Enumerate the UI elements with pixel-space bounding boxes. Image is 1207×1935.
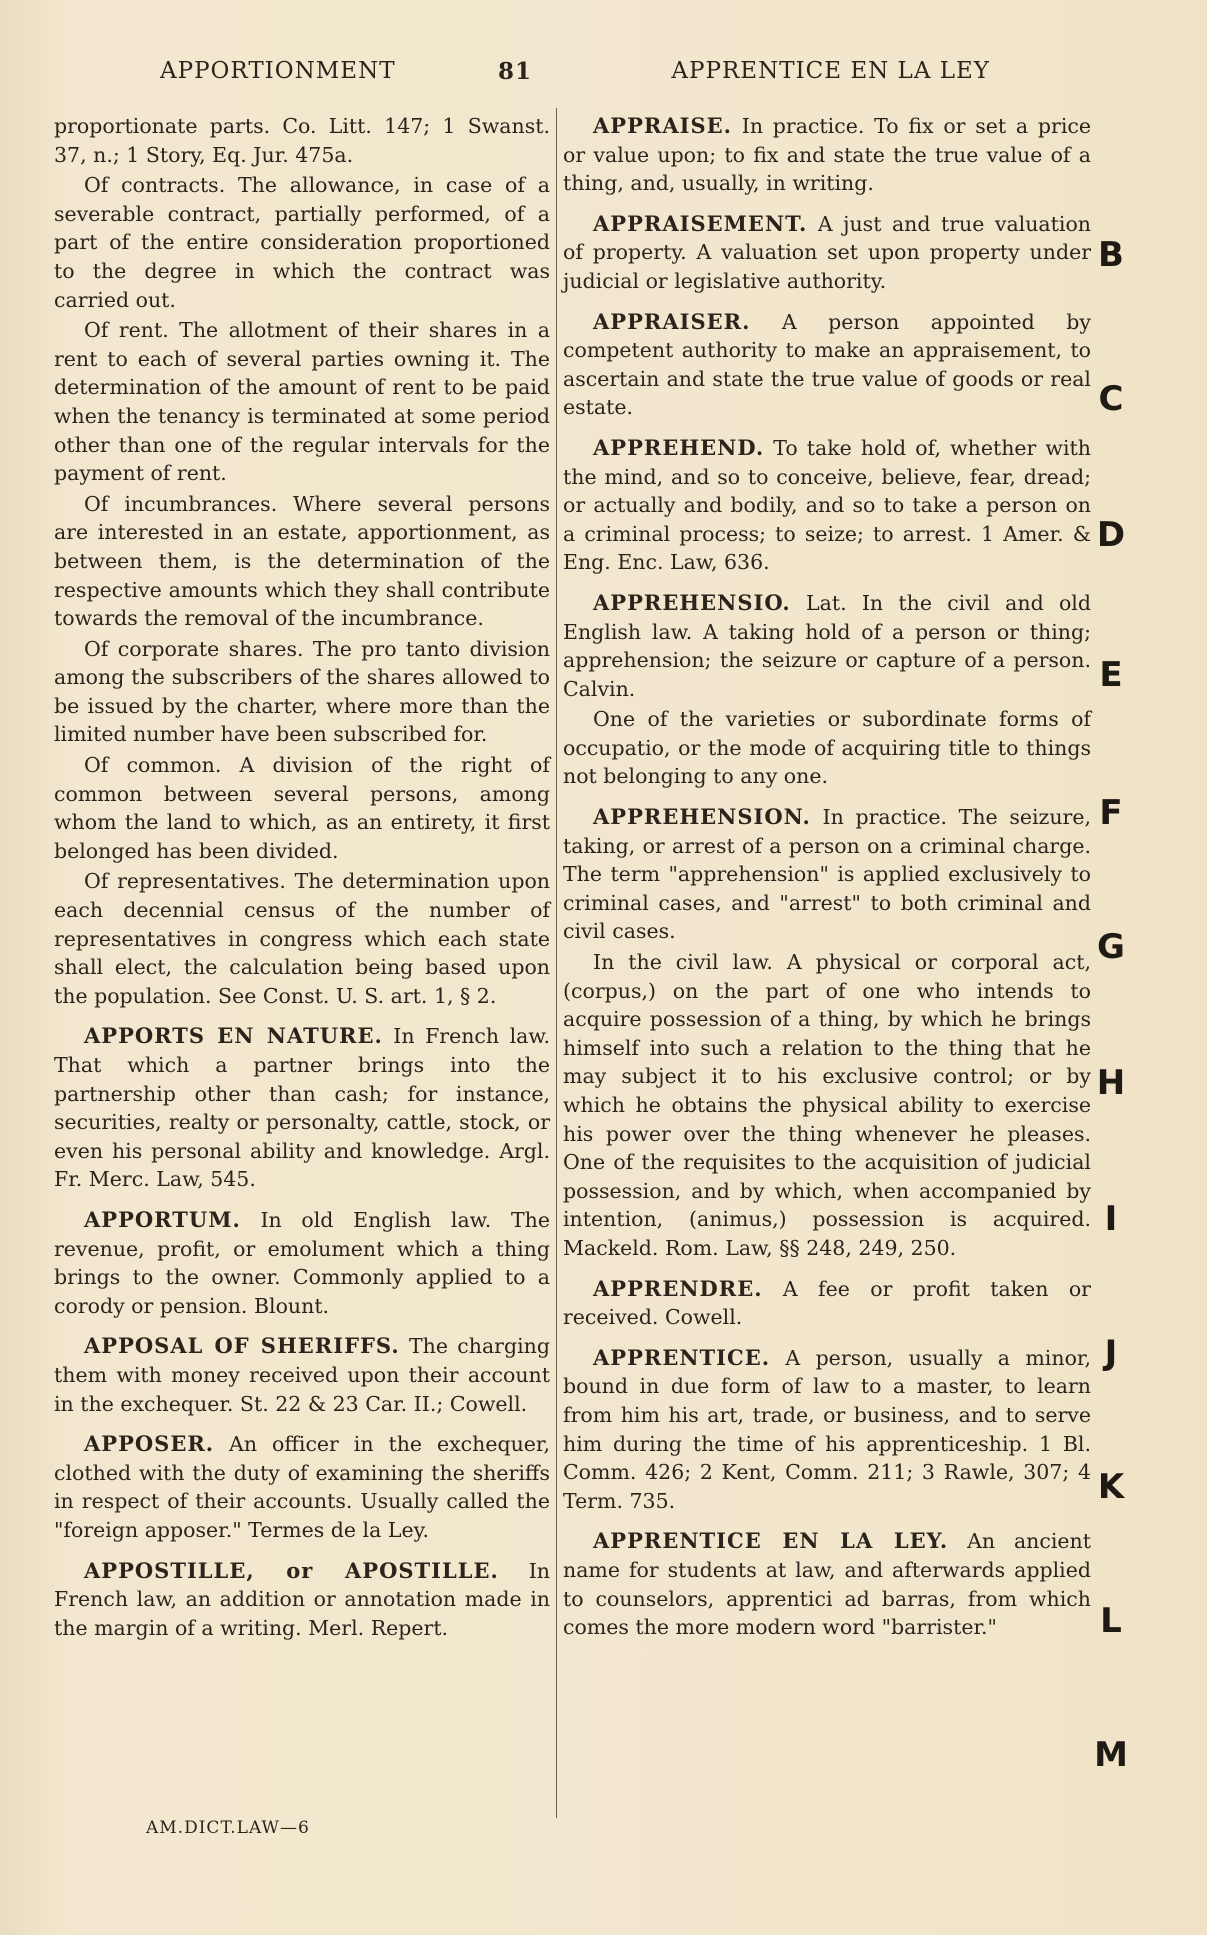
entry	[54, 171, 550, 314]
running-head	[160, 54, 990, 88]
entry-text: In the civil law. A physical or corporal act, (corpus,) on the part of one who intends to acquire possession of a thing, by which he brings himself into such a relation to the thing that he may subject it to his exclusive control; or by which he obtains the physical ability to exercise his power over the thing whenever he pleases. One of the requisites to the acquisition of judicial possession, and by which, when accompanied by intention, (animus,) possession is acquired. Mackeld. Rom. Law, §§ 248, 249, 250.	[563, 950, 1091, 1260]
thumb-index-letter: D	[1096, 515, 1126, 555]
thumb-index-letter: K	[1097, 1467, 1125, 1507]
thumb-index-letter: C	[1098, 379, 1124, 419]
thumb-index-letter: M	[1094, 1735, 1128, 1775]
entry-headword: APPRENTICE EN LA LEY.	[593, 1528, 949, 1554]
header-left-guideword: APPORTIONMENT	[160, 58, 396, 84]
thumb-index-i	[1094, 1196, 1128, 1242]
entry	[54, 867, 550, 1010]
thumb-index-e	[1094, 652, 1128, 698]
entry-text: Of contracts. The allowance, in case of a severable contract, partially performed, of a part of the entire consideration proportioned to the degree in which the contract was carried out.	[54, 173, 550, 312]
entry-headword: APPRAISEMENT.	[593, 210, 808, 236]
left-column	[54, 112, 550, 1654]
entry	[563, 1344, 1091, 1516]
thumb-index-letter: F	[1099, 793, 1123, 833]
entry	[563, 210, 1091, 296]
entry-headword: APPOSTILLE, or APOSTILLE.	[84, 1557, 499, 1583]
entry-text: A person appointed by competent authority to make an appraisement, to ascertain and state the true value of goods or real estate.	[563, 309, 1091, 420]
entry-text: Of representatives. The determination upon each decennial census of the number of representatives in congress which each state shall elect, the calculation being based upon the population. See Const. U. S. art. 1, § 2.	[54, 869, 550, 1008]
thumb-index-f	[1094, 790, 1128, 836]
entry	[54, 1430, 550, 1544]
entry-text: An officer in the exchequer, clothed with the duty of examining the sheriffs in respect of their accounts. Usually called the "foreign apposer." Termes de la Ley.	[54, 1432, 550, 1542]
entry-text: A person, usually a minor, bound in due form of law to a master, to learn from him his art, trade, or business, and to serve him during the time of his apprenticeship. 1 Bl. Comm. 426; 2 Kent, Comm. 211; 3 Rawle, 307; 4 Term. 735.	[563, 1345, 1091, 1513]
entry	[563, 948, 1091, 1263]
thumb-index-k	[1094, 1464, 1128, 1510]
header-right-guideword: APPRENTICE EN LA LEY	[671, 58, 990, 84]
entry-headword: APPRAISER.	[593, 308, 751, 334]
thumb-index-j	[1094, 1330, 1128, 1376]
thumb-index-letter: H	[1096, 1063, 1126, 1103]
thumb-index-letter: L	[1100, 1601, 1122, 1641]
entry	[563, 112, 1091, 198]
entry-headword: APPRENTICE.	[593, 1344, 771, 1370]
entry	[54, 1206, 550, 1320]
entry	[563, 1275, 1091, 1332]
entry-headword: APPORTUM.	[84, 1206, 241, 1232]
entry-text: Of common. A division of the right of common between several persons, among whom the land to which, as an entirety, it first belonged has been divided.	[54, 753, 550, 863]
entry-text: Of incumbrances. Where several persons are interested in an estate, apportionment, as between them, is the determination of the respective amounts which they shall contribute towards the removal of the incumbrance.	[54, 491, 550, 631]
entry-text: To take hold of, whether with the mind, and so to conceive, believe, fear, dread; or actually and bodily, and so to take a person on a criminal process; to seize; to arrest. 1 Amer. & Eng. Enc. Law, 636.	[563, 435, 1091, 575]
entry-headword: APPOSAL OF SHERIFFS.	[84, 1333, 400, 1359]
entry-headword: APPREHEND.	[593, 434, 765, 460]
entry	[54, 751, 550, 865]
entry-headword: APPOSER.	[84, 1431, 215, 1457]
entry	[54, 1022, 550, 1194]
entry-text: In old English law. The revenue, profit, or emolument which a thing brings to the owner. Commonly applied to a corody or pension. Blount.	[54, 1207, 550, 1318]
entry	[563, 705, 1091, 791]
entry-headword: APPREHENSIO.	[593, 589, 791, 615]
entry-text: Of corporate shares. The pro tanto division among the subscribers of the shares allowed to be issued by the charter, where more than the limited number have been subscribed for.	[54, 636, 550, 747]
entry-text: In practice. To fix or set a price or value upon; to fix and state the true value of a thing, and, usually, in writing.	[563, 114, 1091, 196]
entry	[54, 316, 550, 488]
thumb-index-letter: G	[1097, 927, 1125, 967]
page-number: 81	[497, 57, 532, 85]
entry-text: The charging them with money received upon their account in the exchequer. St. 22 & 23 Car. II.; Cowell.	[54, 1334, 550, 1416]
thumb-index-letter: E	[1099, 655, 1123, 695]
entry	[54, 490, 550, 633]
thumb-index-h	[1094, 1060, 1128, 1106]
right-column	[563, 112, 1091, 1654]
entry-text: In practice. The seizure, taking, or arrest of a person on a criminal charge. The term "apprehension" is applied exclusively to criminal cases, and "arrest" to both criminal and civil cases.	[563, 805, 1091, 944]
entry-text: A just and true valuation of property. A valuation set upon property under judicial or legislative authority.	[563, 211, 1091, 293]
entry-text: In French law. That which a partner brings into the partnership other than cash; for instance, securities, realty or personalty, cattle, stock, or even his personal ability and knowledge. Argl. Fr. Merc. Law, 545.	[54, 1024, 550, 1192]
thumb-index-b	[1094, 232, 1128, 278]
signature-line: AM.DICT.LAW—6	[146, 1818, 310, 1838]
entry-text: An ancient name for students at law, and afterwards applied to counselors, apprentici ad barras, from which comes the more modern word "barrister."	[563, 1529, 1091, 1640]
entry-headword: APPREHENSION.	[593, 804, 811, 830]
entry	[563, 308, 1091, 422]
thumb-index-letter: B	[1098, 235, 1124, 275]
thumb-index-c	[1094, 376, 1128, 422]
entry-text: In French law, an addition or annotation made in the margin of a writing. Merl. Repert.	[54, 1558, 550, 1640]
thumb-index-g	[1094, 924, 1128, 970]
entry	[563, 1527, 1091, 1641]
entry	[563, 589, 1091, 703]
thumb-index-l	[1094, 1598, 1128, 1644]
entry-text: proportionate parts. Co. Litt. 147; 1 Swanst. 37, n.; 1 Story, Eq. Jur. 475a.	[54, 114, 550, 167]
thumb-index-d	[1094, 512, 1128, 558]
entry-text: Of rent. The allotment of their shares in a rent to each of several parties owning it. The determination of the amount of rent to be paid when the tenancy is terminated at some period other than one of the regular intervals for the payment of rent.	[54, 318, 550, 486]
entry-text: One of the varieties or subordinate forms of occupatio, or the mode of acquiring title to things not belonging to any one.	[563, 707, 1091, 789]
entry-headword: APPORTS EN NATURE.	[84, 1023, 383, 1049]
thumb-index-m	[1094, 1732, 1128, 1778]
entry	[563, 803, 1091, 946]
entry-text: Lat. In the civil and old English law. A taking hold of a person or thing; apprehension; the seizure or capture of a person. Calvin.	[563, 590, 1091, 701]
entry	[563, 434, 1091, 577]
thumb-index-letter: I	[1104, 1199, 1118, 1239]
column-rule	[556, 108, 557, 1818]
thumb-index-letter: J	[1104, 1333, 1118, 1373]
entry	[54, 1557, 550, 1643]
entry	[54, 1332, 550, 1418]
entry-text: A fee or profit taken or received. Cowell.	[563, 1276, 1091, 1330]
entry-headword: APPRAISE.	[593, 113, 732, 138]
entry	[54, 112, 550, 169]
entry-headword: APPRENDRE.	[593, 1275, 763, 1301]
entry	[54, 635, 550, 749]
